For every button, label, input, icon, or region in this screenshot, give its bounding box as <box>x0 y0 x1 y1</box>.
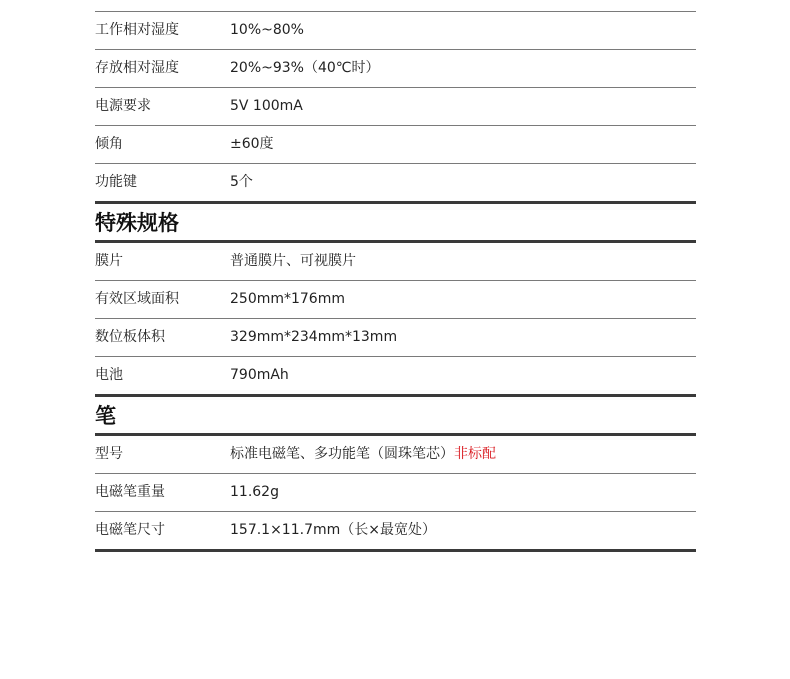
spec-label: 数位板体积 <box>95 329 165 345</box>
spec-label: 存放相对湿度 <box>95 60 179 76</box>
section-title-pen <box>95 397 696 433</box>
not-included-note: 非标配 <box>454 446 496 462</box>
spec-value: 157.1×11.7mm（长×最宽处） <box>230 522 436 538</box>
spec-row-power <box>95 88 696 125</box>
spec-value <box>230 436 496 473</box>
spec-value: 790mAh <box>230 367 289 383</box>
spec-value: 11.62g <box>230 484 279 500</box>
spec-table <box>95 0 696 552</box>
spec-row-tilt <box>95 126 696 163</box>
spec-row-tablet-size <box>95 319 696 356</box>
spec-label: 电池 <box>95 367 123 383</box>
spec-label: 膜片 <box>95 253 123 269</box>
spec-label: 电源要求 <box>95 98 151 114</box>
spec-label: 有效区域面积 <box>95 291 179 307</box>
section-title: 笔 <box>95 404 116 428</box>
section-divider <box>95 549 696 552</box>
spec-row-film <box>95 243 696 280</box>
spec-row-battery <box>95 357 696 394</box>
spec-row-pen-model <box>95 436 696 473</box>
spec-label: 电磁笔重量 <box>95 484 165 500</box>
spec-value: 329mm*234mm*13mm <box>230 329 398 345</box>
spec-label: 功能键 <box>95 174 137 190</box>
spec-label: 型号 <box>95 446 123 462</box>
spec-value: ±60度 <box>230 136 274 152</box>
spec-value: 普通膜片、可视膜片 <box>230 253 356 269</box>
spec-row-pen-size <box>95 512 696 549</box>
spec-row-pen-weight <box>95 474 696 511</box>
spec-value-text: 标准电磁笔、多功能笔（圆珠笔芯） <box>230 446 454 462</box>
spec-value: 10%~80% <box>230 22 304 38</box>
spec-value: 5V 100mA <box>230 98 303 114</box>
spec-value: 250mm*176mm <box>230 291 345 307</box>
spec-label: 电磁笔尺寸 <box>95 522 165 538</box>
spec-label: 工作相对湿度 <box>95 22 179 38</box>
spec-value: 5个 <box>230 174 253 190</box>
spec-row-active-area <box>95 281 696 318</box>
spec-value: 20%~93%（40℃时） <box>230 60 380 76</box>
section-title: 特殊规格 <box>95 211 179 235</box>
spec-row-storage-humidity <box>95 50 696 87</box>
spec-label: 倾角 <box>95 136 123 152</box>
section-title-special-specs <box>95 204 696 240</box>
spec-row-working-humidity <box>95 12 696 49</box>
spec-row-function-keys <box>95 164 696 201</box>
